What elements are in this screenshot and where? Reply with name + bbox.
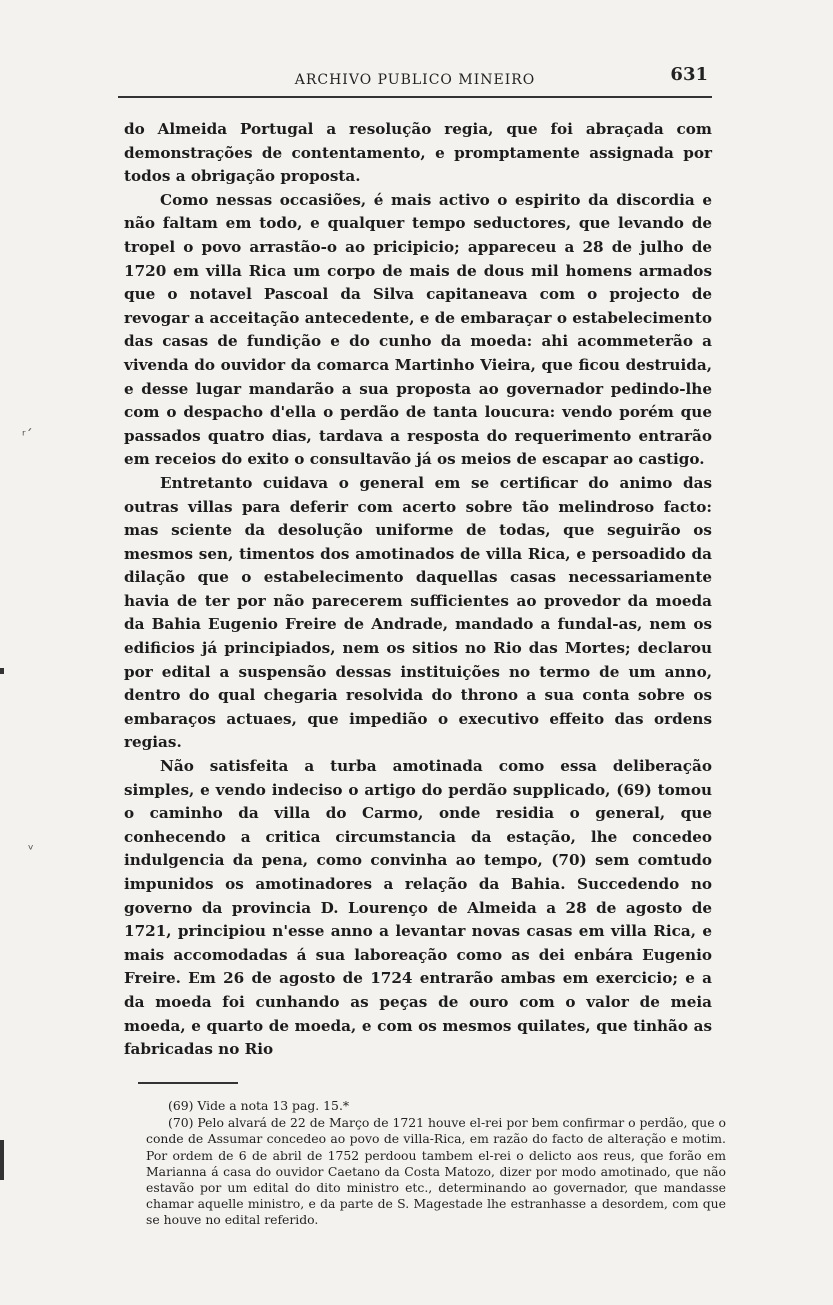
paragraph: Entretanto cuidava o general em se certificar do animo das outras villas para deferir com acerto sobre tão melindroso facto: mas sciente da desolução uniforme de todas, que seguirão os mesmos sen, timentos dos amotinados de villa Rica, e persoadido da dilação que o estabelecimento daquellas casas necessariamente havia de ter por não parecerem sufficientes ao provedor da moeda da Bahia Eugenio Freire de Andrade, mandado a fundal-as, nem os edificios já principiados, nem os sitios no Rio das Mortes; declarou por edital a suspensão dessas instituições no termo de um anno, dentro do qual chegaria resolvida do throno a sua conta sobre os embaraços actuaes, que impedião o executivo effeito das ordens regias. [124,473,712,752]
running-title: ARCHIVO PUBLICO MINEIRO [294,72,536,88]
page-number: 631 [670,64,708,85]
edge-mark [0,668,4,674]
paragraph: Não satisfeita a turba amotinada como essa deliberação simples, e vendo indeciso o artigo do perdão supplicado, (69) tomou o caminho da villa do Carmo, onde residia o general, que conhecendo a critica circumstancia da estação, lhe concedeo indulgencia da pena, como convinha ao tempo, (70) sem comtudo impunidos os amotinadores a relação da Bahia. Succedendo no governo da provincia D. Lourenço de Almeida a 28 de agosto de 1721, principiou n'esse anno a levantar novas casas em villa Rica, e mais accomodadas á sua laboreação como as dei enbára Eugenio Freire. Em 26 de agosto de 1724 entrarão ambas em exercicio; e a da moeda foi cunhando as peças de ouro com o valor de meia moeda, e quarto de moeda, e com os mesmos quilates, que tinhão as fabricadas no Rio [124,757,712,1059]
paragraph: Como nessas occasiões, é mais activo o espirito da discordia e não faltam em todo, e qualquer tempo seductores, que levando de tropel o povo arrastão-o ao pricipicio; appareceu a 28 de julho de 1720 em villa Rica um corpo de mais de dous mil homens armados que o notavel Pascoal da Silva capitaneava com o projecto de revogar a acceitação antecedente, e de embaraçar o estabelecimento das casas de fundição e do cunho da moeda: ahi acommeterão a vivenda do ouvidor da comarca Martinho Vieira, que ficou destruida, e desse lugar mandarão a sua proposta ao governador pedindo-lhe com o despacho d'ella o perdão de tanta loucura: vendo porém que passados quatro dias, tardava a resposta do requerimento entrarão em receios do exito o consultavão já os meios de escapar ao castigo. [124,190,712,469]
footnote: (69) Vide a nota 13 pag. 15.* [168,1098,350,1113]
margin-mark: ᵛ [28,842,34,858]
page-header [118,60,712,100]
main-text [124,118,712,1062]
paragraph: do Almeida Portugal a resolução regia, que foi abraçada com demonstrações de contentamento, e promptamente assignada por todos a obrigação proposta. [124,120,712,186]
footnote-rule [138,1082,238,1084]
margin-mark: ʳ´ [22,428,33,444]
header-rule [118,96,712,98]
footnote: (70) Pelo alvará de 22 de Março de 1721 houve el-rei por bem confirmar o perdão, que o conde de Assumar concedeo ao povo de villa-Rica, em razão do facto de alteração e motim. Por ordem de 6 de abril de 1752 perdoou tambem el-rei o delicto aos reus, que forão em Marianna á casa do ouvidor Caetano da Costa Matozo, dizer por modo amotinado, que não estavão por um edital do dito ministro etc., determinando ao governador, que mandasse chamar aquelle ministro, e da parte de S. Magestade lhe estranhasse a desordem, com que se houve no edital referido. [146,1115,726,1228]
edge-mark [0,1140,4,1180]
footnotes [146,1098,726,1229]
